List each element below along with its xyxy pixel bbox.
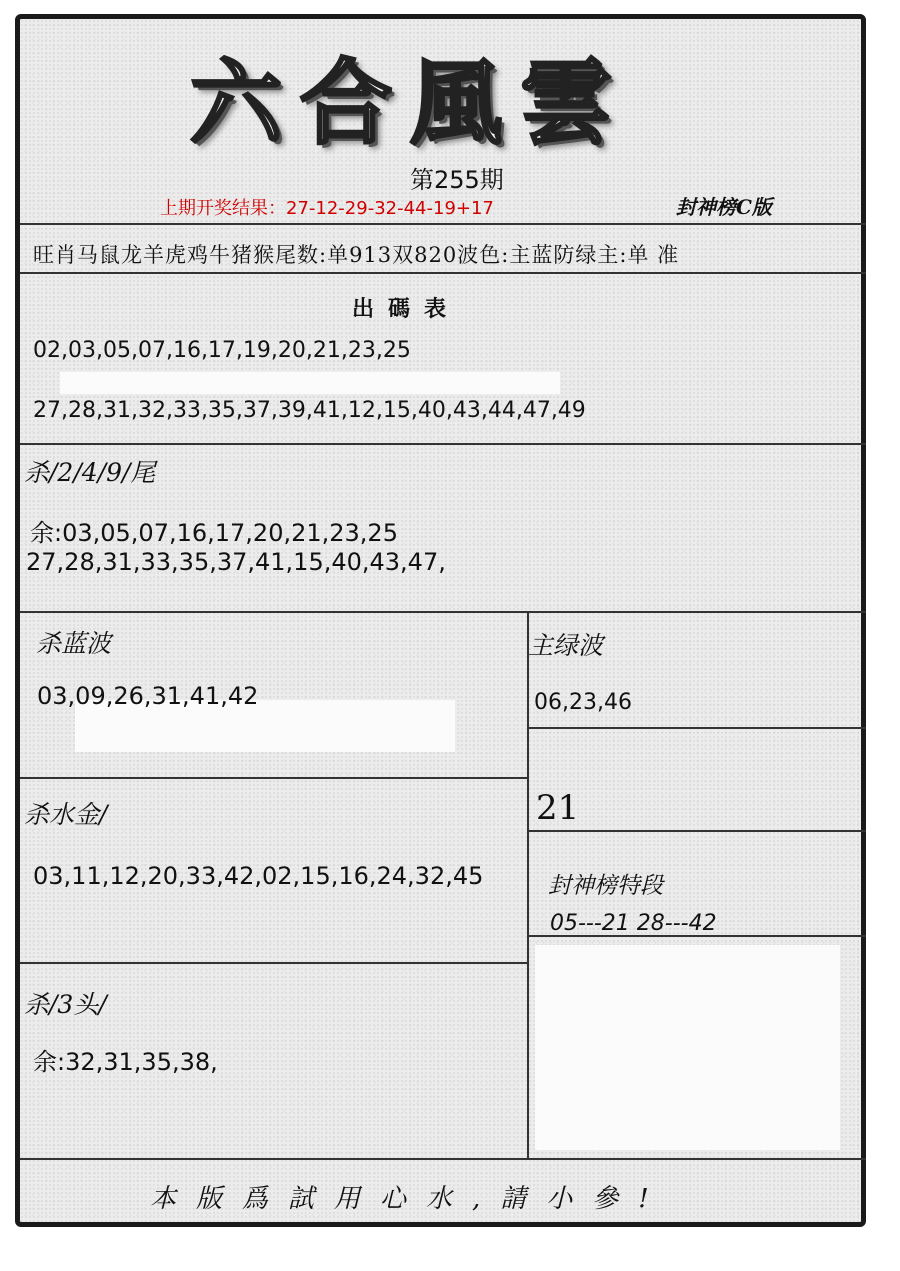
divider <box>20 962 528 964</box>
main-green-label: 主绿波 <box>528 631 604 660</box>
chuma-title: 出碼表 <box>352 296 461 322</box>
issue-number: 第255期 <box>410 166 504 194</box>
kill-tail-line-1: 余:03,05,07,16,17,20,21,23,25 <box>30 519 398 547</box>
main-green-numbers: 06,23,46 <box>534 690 632 715</box>
kill-blue-label: 杀蓝波 <box>36 629 112 658</box>
edition-label: 封神榜C版 <box>676 195 772 219</box>
blank-area <box>60 372 560 394</box>
special-section-label: 封神榜特段 <box>548 873 663 899</box>
divider <box>20 611 866 613</box>
divider <box>20 777 528 779</box>
kill-tail-label: 杀/2/4/9/尾 <box>24 458 156 487</box>
divider <box>20 272 866 274</box>
divider <box>527 612 529 1160</box>
chuma-line-2: 27,28,31,32,33,35,37,39,41,12,15,40,43,44,47,49 <box>33 398 586 423</box>
divider <box>20 223 866 225</box>
kill-water-gold-numbers: 03,11,12,20,33,42,02,15,16,24,32,45 <box>33 862 484 890</box>
special-section-value: 05---21 28---42 <box>550 911 717 936</box>
kill-3-head-label: 杀/3头/ <box>24 990 107 1019</box>
info-row: 旺肖马鼠龙羊虎鸡牛猪猴尾数:单913双820波色:主蓝防绿主:单 准 <box>33 243 680 267</box>
divider <box>529 830 866 832</box>
kill-blue-numbers: 03,09,26,31,41,42 <box>37 682 259 710</box>
divider <box>20 443 866 445</box>
kill-water-gold-label: 杀水金/ <box>24 800 108 829</box>
kill-tail-line-2: 27,28,31,33,35,37,41,15,40,43,47, <box>26 548 446 576</box>
divider <box>529 727 866 729</box>
last-result: 上期开奖结果：27-12-29-32-44-19+17 <box>160 198 494 219</box>
blank-area <box>535 945 840 1150</box>
logo: 六合風雲 <box>190 49 631 157</box>
divider <box>20 1158 866 1160</box>
single-number: 21 <box>536 788 580 828</box>
kill-3-head-remaining: 余:32,31,35,38, <box>33 1048 218 1076</box>
chuma-line-1: 02,03,05,07,16,17,19,20,21,23,25 <box>33 338 411 363</box>
footer-note: 本版爲試用心水,請小參! <box>150 1184 669 1214</box>
